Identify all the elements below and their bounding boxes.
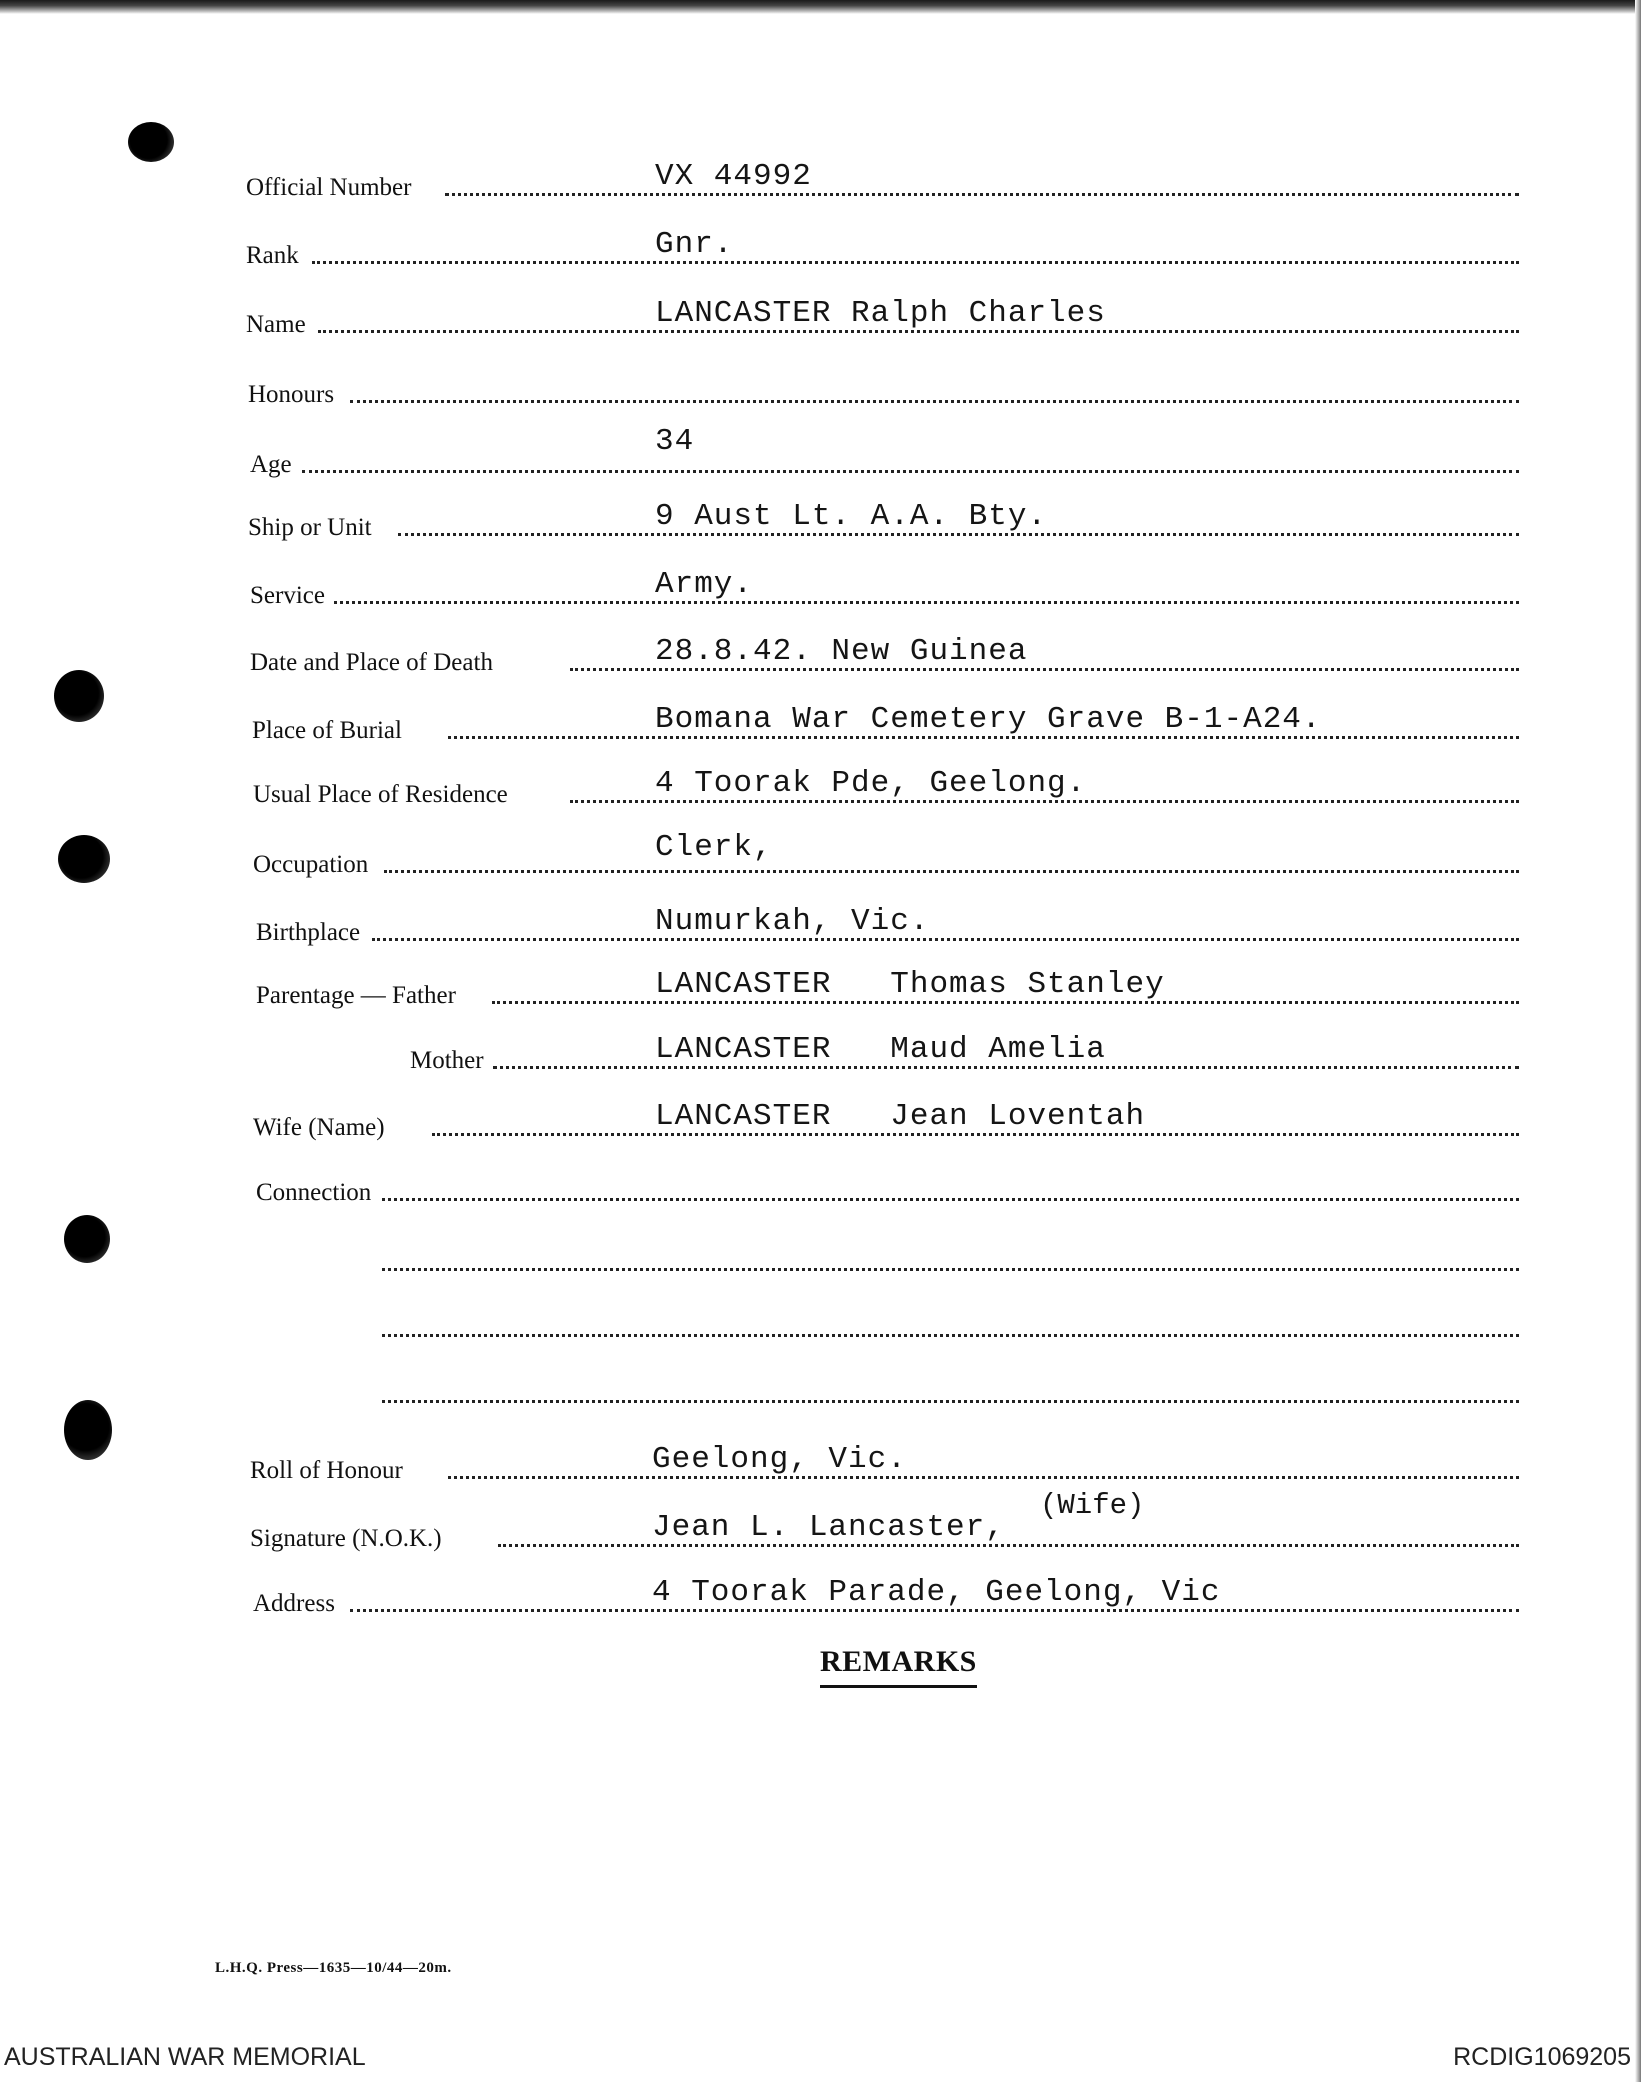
field-value: Numurkah, Vic. [655,904,930,939]
dotted-leader [302,470,1519,473]
field-label: Roll of Honour [250,1457,403,1484]
field-date-place-death [0,615,1641,675]
field-label: Wife (Name) [253,1114,385,1141]
field-label: Address [253,1590,335,1617]
footer-record-id: RCDIG1069205 [1453,2043,1631,2071]
field-label: Connection [256,1179,372,1206]
field-value: Gnr. [655,227,734,262]
field-value: Jean L. Lancaster, [652,1510,1005,1545]
field-value: 28.8.42. New Guinea [655,634,1028,669]
field-label: Occupation [253,851,369,878]
field-age [0,417,1641,477]
field-value: LANCASTER Maud Amelia [655,1032,1106,1067]
field-value: Army. [655,567,754,602]
press-line: L.H.Q. Press—1635—10/44—20m. [215,1960,452,1976]
dotted-leader [445,193,1519,196]
dotted-leader [312,261,1519,264]
field-label: Mother [410,1047,484,1074]
field-mother [0,1013,1641,1073]
field-wife-name [0,1080,1641,1140]
dotted-leader [382,1198,1519,1201]
field-value: LANCASTER Thomas Stanley [655,967,1165,1002]
remarks-heading: REMARKS [820,1645,977,1688]
dotted-leader [372,938,1519,941]
field-label: Age [250,451,292,478]
connection-blank-line [382,1334,1519,1337]
field-value: LANCASTER Jean Loventah [655,1099,1146,1134]
dotted-leader [448,1476,1519,1479]
field-label: Official Number [246,174,412,201]
field-value: 34 [655,424,695,459]
field-value: LANCASTER Ralph Charles [655,296,1106,331]
field-occupation [0,817,1641,877]
field-roll-of-honour [0,1423,1641,1483]
field-label: Birthplace [256,919,361,946]
field-usual-residence [0,747,1641,807]
connection-blank-line [382,1400,1519,1403]
field-label: Rank [246,242,299,269]
field-official-number [0,140,1641,200]
field-label: Date and Place of Death [250,649,493,676]
field-label: Service [250,582,325,609]
field-value: 4 Toorak Parade, Geelong, Vic [652,1575,1221,1610]
field-birthplace [0,885,1641,945]
field-value: 9 Aust Lt. A.A. Bty. [655,499,1048,534]
connection-blank-line [382,1268,1519,1271]
field-address [0,1556,1641,1616]
field-rank [0,208,1641,268]
field-label: Parentage — Father [256,982,456,1009]
field-signature-nok [0,1491,1641,1551]
field-label: Place of Burial [252,717,402,744]
field-honours [0,347,1641,407]
punch-hole [64,1215,110,1263]
dotted-leader [350,400,1519,403]
field-label: Signature (N.O.K.) [250,1525,442,1552]
dotted-leader [384,870,1519,873]
field-value: Geelong, Vic. [652,1442,907,1477]
field-label: Usual Place of Residence [253,781,508,808]
field-label: Name [246,311,306,338]
field-label: Honours [248,381,335,408]
dotted-leader [334,601,1519,604]
field-value: Bomana War Cemetery Grave B-1-A24. [655,702,1322,737]
field-label: Ship or Unit [248,514,372,541]
field-connection [0,1145,1641,1205]
field-name [0,277,1641,337]
footer-archive-name: AUSTRALIAN WAR MEMORIAL [4,2043,366,2071]
scan-top-edge [0,0,1641,14]
field-father [0,948,1641,1008]
field-service [0,548,1641,608]
field-ship-or-unit [0,480,1641,540]
field-value: VX 44992 [655,159,812,194]
field-place-of-burial [0,683,1641,743]
signature-note: (Wife) [1040,1489,1145,1522]
field-value: Clerk, [655,830,773,865]
field-value: 4 Toorak Pde, Geelong. [655,766,1087,801]
